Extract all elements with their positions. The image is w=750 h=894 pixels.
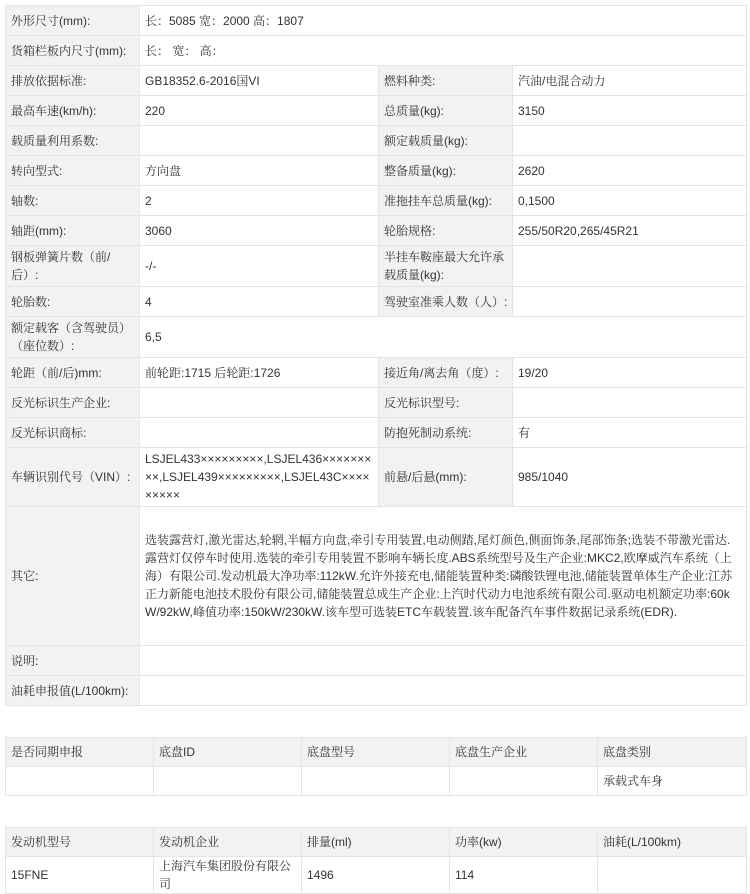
- engine-header-power: 功率(kw): [450, 828, 598, 857]
- spec-row: [6, 156, 747, 186]
- rated-load-value: [513, 126, 747, 156]
- engine-header-fuel: 油耗(L/100km): [598, 828, 747, 857]
- spec-row: [6, 66, 747, 96]
- wheelbase-value: 3060: [140, 216, 379, 246]
- other-label: 其它:: [6, 507, 140, 646]
- fuel-value: 汽油/电混合动力: [513, 66, 747, 96]
- cargo-dims-value: 长： 宽： 高：: [140, 36, 747, 66]
- fuel-label: 燃料种类:: [379, 66, 513, 96]
- emission-value: GB18352.6-2016国VI: [140, 66, 379, 96]
- engine-power-cell: 114: [450, 857, 598, 894]
- steering-value: 方向盘: [140, 156, 379, 186]
- max-speed-value: 220: [140, 96, 379, 126]
- engine-fuel-cell: [598, 857, 747, 894]
- leaf-spring-label: 钢板弹簧片数（前/后）:: [6, 246, 140, 287]
- load-util-value: [140, 126, 379, 156]
- chassis-header-row: [6, 738, 747, 767]
- rated-load-label: 额定载质量(kg):: [379, 126, 513, 156]
- load-util-label: 载质量利用系数:: [6, 126, 140, 156]
- steering-label: 转向型式:: [6, 156, 140, 186]
- reflector-maker-label: 反光标识生产企业:: [6, 388, 140, 418]
- reflector-model-label: 反光标识型号:: [379, 388, 513, 418]
- cab-passengers-value: [513, 287, 747, 317]
- chassis-category-cell: 承载式车身: [598, 767, 747, 796]
- wheelbase-label: 轴距(mm):: [6, 216, 140, 246]
- engine-header-displacement: 排量(ml): [302, 828, 450, 857]
- trailer-mass-value: 0,1500: [513, 186, 747, 216]
- spec-row: [6, 96, 747, 126]
- tire-count-value: 4: [140, 287, 379, 317]
- chassis-header-sync: 是否同期申报: [6, 738, 154, 767]
- engine-model-cell: 15FNE: [6, 857, 154, 894]
- seats-value: 6,5: [140, 317, 747, 358]
- dimensions-label: 外形尺寸(mm):: [6, 6, 140, 36]
- reflector-brand-value: [140, 418, 379, 448]
- engine-header-maker: 发动机企业: [154, 828, 302, 857]
- abs-label: 防抱死制动系统:: [379, 418, 513, 448]
- cargo-dims-label: 货箱栏板内尺寸(mm):: [6, 36, 140, 66]
- spec-row: [6, 676, 747, 706]
- chassis-header-maker: 底盘生产企业: [450, 738, 598, 767]
- spec-row: [6, 388, 747, 418]
- chassis-maker-cell: [450, 767, 598, 796]
- chassis-header-category: 底盘类别: [598, 738, 747, 767]
- spec-row: [6, 186, 747, 216]
- tire-spec-value: 255/50R20,265/45R21: [513, 216, 747, 246]
- spec-row: [6, 418, 747, 448]
- vin-value: LSJEL433×××××××××,LSJEL436×××××××××,LSJEL439×××××××××,LSJEL43C×××××××××: [140, 448, 379, 507]
- chassis-id-cell: [154, 767, 302, 796]
- track-value: 前轮距:1715 后轮距:1726: [140, 358, 379, 388]
- fuel-consumption-value: [140, 676, 747, 706]
- track-label: 轮距（前/后)mm:: [6, 358, 140, 388]
- spec-row: [6, 246, 747, 287]
- spec-row: [6, 646, 747, 676]
- trailer-mass-label: 准拖挂车总质量(kg):: [379, 186, 513, 216]
- curb-mass-label: 整备质量(kg):: [379, 156, 513, 186]
- spec-row: [6, 287, 747, 317]
- dimensions-value: 长：5085 宽：2000 高：1807: [140, 6, 747, 36]
- seats-label: 额定载客（含驾驶员）（座位数）:: [6, 317, 140, 358]
- overhang-label: 前悬/后悬(mm):: [379, 448, 513, 507]
- total-mass-label: 总质量(kg):: [379, 96, 513, 126]
- engine-displacement-cell: 1496: [302, 857, 450, 894]
- leaf-spring-value: -/-: [140, 246, 379, 287]
- note-label: 说明:: [6, 646, 140, 676]
- other-value: 选装露营灯,激光雷达,轮辋,半幅方向盘,牵引专用装置,电动侧踏,尾灯颜色,侧面饰条,尾部饰条;选装不带激光雷达.露营灯仅停车时使用.选装的牵引专用装置不影响车辆长度.ABS系统型号及生产企业:MKC2,欧摩威汽车系统（上海）有限公司.发动机最大净功率:112kW.允许外接充电,储能装置种类:磷酸铁锂电池,储能装置单体生产企业:江苏正力新能电池技术股份有限公司,储能装置总成生产企业:上汽时代动力电池系统有限公司.驱动电机额定功率:60kW/92kW,峰值功率:150kW/230kW.该车型可选装ETC车载装置.该车配备汽车事件数据记录系统(EDR).: [140, 507, 747, 646]
- axles-value: 2: [140, 186, 379, 216]
- saddle-load-label: 半挂车鞍座最大允许承载质量(kg):: [379, 246, 513, 287]
- max-speed-label: 最高车速(km/h):: [6, 96, 140, 126]
- spec-row: [6, 126, 747, 156]
- chassis-header-model: 底盘型号: [302, 738, 450, 767]
- angle-value: 19/20: [513, 358, 747, 388]
- saddle-load-value: [513, 246, 747, 287]
- engine-table: [5, 827, 747, 894]
- note-value: [140, 646, 747, 676]
- spec-row: [6, 36, 747, 66]
- axles-label: 轴数:: [6, 186, 140, 216]
- spec-row: [6, 448, 747, 507]
- vin-label: 车辆识别代号（VIN）:: [6, 448, 140, 507]
- abs-value: 有: [513, 418, 747, 448]
- chassis-sync-cell: [6, 767, 154, 796]
- reflector-maker-value: [140, 388, 379, 418]
- chassis-data-row: [6, 767, 747, 796]
- reflector-model-value: [513, 388, 747, 418]
- engine-data-row: [6, 857, 747, 894]
- engine-header-model: 发动机型号: [6, 828, 154, 857]
- tire-spec-label: 轮胎规格:: [379, 216, 513, 246]
- overhang-value: 985/1040: [513, 448, 747, 507]
- spec-row: [6, 507, 747, 646]
- cab-passengers-label: 驾驶室准乘人数（人）:: [379, 287, 513, 317]
- chassis-table: [5, 737, 747, 796]
- spec-table: [5, 5, 747, 706]
- reflector-brand-label: 反光标识商标:: [6, 418, 140, 448]
- engine-header-row: [6, 828, 747, 857]
- spec-row: [6, 358, 747, 388]
- spec-row: [6, 6, 747, 36]
- total-mass-value: 3150: [513, 96, 747, 126]
- spec-row: [6, 216, 747, 246]
- tire-count-label: 轮胎数:: [6, 287, 140, 317]
- chassis-model-cell: [302, 767, 450, 796]
- emission-label: 排放依据标准:: [6, 66, 140, 96]
- angle-label: 接近角/离去角（度）:: [379, 358, 513, 388]
- engine-maker-cell: 上海汽车集团股份有限公司: [154, 857, 302, 894]
- fuel-consumption-label: 油耗申报值(L/100km):: [6, 676, 140, 706]
- spec-row: [6, 317, 747, 358]
- chassis-header-id: 底盘ID: [154, 738, 302, 767]
- curb-mass-value: 2620: [513, 156, 747, 186]
